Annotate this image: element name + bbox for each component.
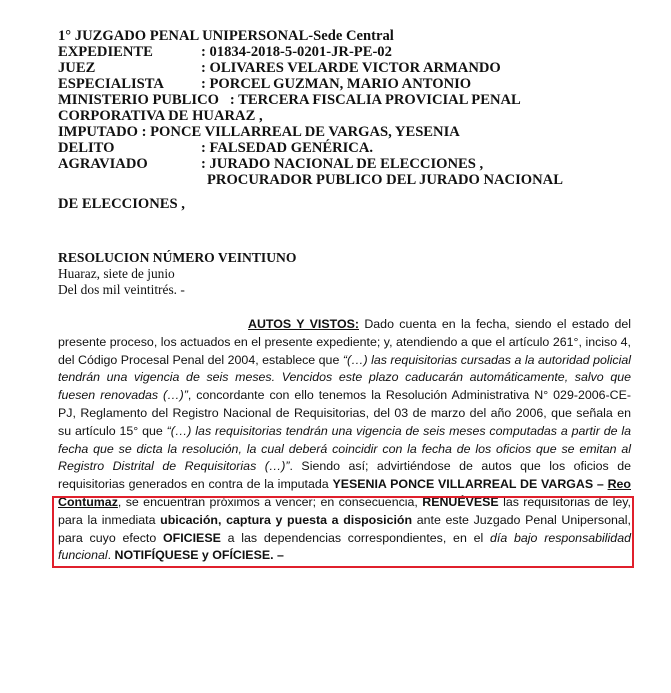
reo-contumaz: Reo Contumaz (58, 477, 631, 509)
juez-value: : OLIVARES VELARDE VICTOR ARMANDO (201, 60, 501, 76)
especialista-row (58, 76, 563, 92)
autos-y-vistos: AUTOS Y VISTOS: (248, 317, 359, 331)
body-s7: ante este Juzgado Penal Unipersonal, para cuyo efecto (58, 512, 631, 545)
renuevese: RENUÉVESE (422, 494, 499, 509)
body-s10: . (107, 548, 115, 563)
body-quote-1: “(…) las requisitorias cursadas a la autoridad policial tendrán una vigencia de seis meses. Vencidos este plazo caducarán automáticamente, salvo que fuesen renovadas (…)” (58, 352, 631, 403)
imputada-name: YESENIA PONCE VILLARREAL DE VARGAS – (332, 477, 604, 492)
resolution-body (58, 316, 631, 565)
court-name: 1° JUZGADO PENAL UNIPERSONAL-Sede Central (58, 28, 394, 44)
resolution-place-date: Huaraz, siete de junio (58, 266, 175, 281)
ubicacion-captura: ubicación, captura y puesta a disposición (160, 512, 413, 527)
body-s5: , se encuentran próximos a vencer; en consecuencia, (117, 494, 423, 509)
agraviado-line3: DE ELECCIONES , (58, 196, 185, 212)
expediente-label: EXPEDIENTE (58, 44, 153, 60)
agraviado-value: : JURADO NACIONAL DE ELECCIONES , (201, 156, 484, 172)
imputado-row: IMPUTADO : PONCE VILLARREAL DE VARGAS, YESENIA (58, 124, 460, 140)
oficiese: OFICIESE (163, 530, 221, 545)
body-paragraph (58, 316, 631, 565)
notifiquese: NOTIFÍQUESE y OFÍCIESE. – (114, 548, 284, 563)
delito-row (58, 140, 563, 156)
juez-label: JUEZ (58, 60, 96, 76)
body-quote-2: “(…) las requisitorias tendrán una vigencia de seis meses computadas a partir de la fecha que se dicta la resolución, la cual deberá coincidir con la fecha de los oficios que se emitan al Registro Distrital de Requisitorias (…)” (58, 423, 631, 474)
spacer (58, 188, 563, 196)
resolution-title: RESOLUCION NÚMERO VEINTIUNO (58, 250, 297, 265)
juez-row (58, 60, 563, 76)
body-s2: , concordante con ello tenemos la Resolución Administrativa N° 029-2006-CE-PJ, Reglamento del Registro Nacional de Requisitorias, del 03 de marzo del año 2006, que señala en su artículo 15° que (58, 388, 631, 438)
agraviado-line2: PROCURADOR PUBLICO DEL JURADO NACIONAL (207, 172, 563, 188)
ministerio-line2: CORPORATIVA DE HUARAZ , (58, 108, 263, 124)
especialista-label: ESPECIALISTA (58, 76, 164, 92)
resolution-block (58, 250, 296, 298)
body-s8: a las dependencias correspondientes, en el (220, 530, 491, 545)
document-header (58, 28, 563, 212)
body-s1: Dado cuenta en la fecha, siendo el estado del presente proceso, los actuados en el presente expediente; y, atendiendo a que el artículo 261°, inciso 4, del Código Procesal Penal del 2004, establece que (58, 317, 631, 367)
delito-value: : FALSEDAD GENÉRICA. (201, 140, 374, 156)
agraviado-row (58, 156, 563, 172)
resolution-year: Del dos mil veintitrés. - (58, 282, 185, 297)
expediente-value: : 01834-2018-5-0201-JR-PE-02 (201, 44, 392, 60)
body-s6: las requisitorias de ley, para la inmediata (58, 494, 631, 527)
especialista-value: : PORCEL GUZMAN, MARIO ANTONIO (201, 76, 472, 92)
agraviado-label: AGRAVIADO (58, 156, 148, 172)
delito-label: DELITO (58, 140, 115, 156)
body-s9: día bajo responsabilidad funcional (58, 530, 631, 563)
expediente-row (58, 44, 563, 60)
body-s3: . Siendo así; advirtiéndose de autos que los oficios de requisitorias generados en contra de la imputada (58, 459, 631, 492)
ministerio-line1: MINISTERIO PUBLICO : TERCERA FISCALIA PROVICIAL PENAL (58, 92, 521, 108)
